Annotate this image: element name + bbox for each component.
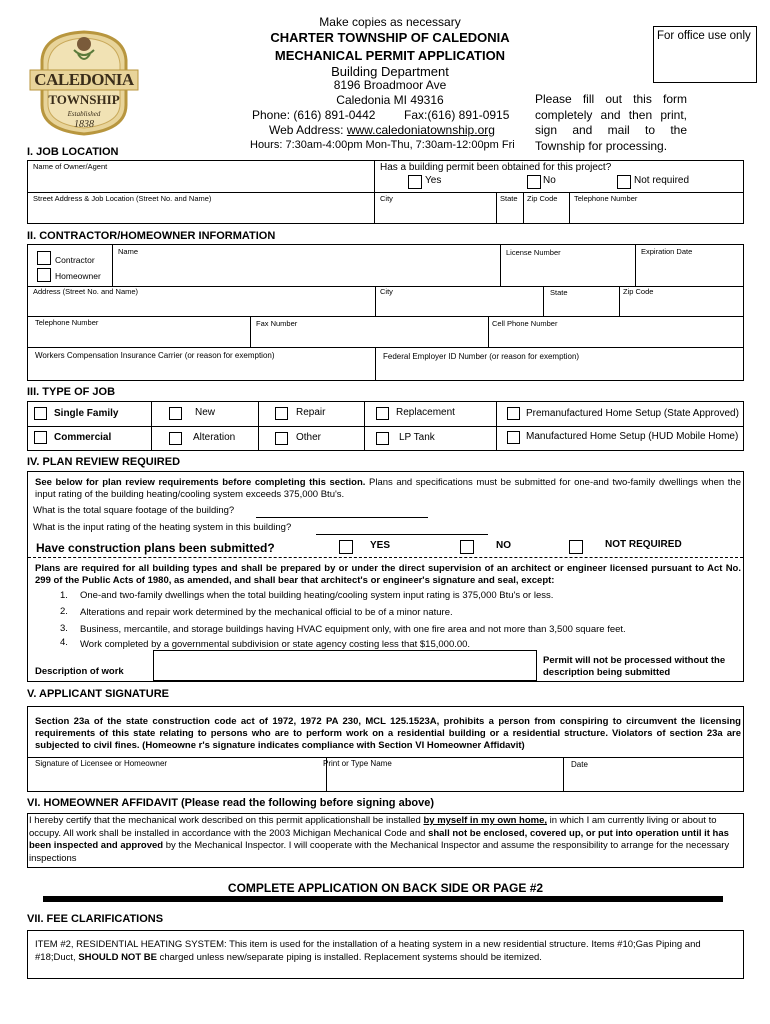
description-label: Description of work: [35, 666, 124, 677]
fein-label: Federal Employer ID Number (or reason for exemption): [383, 352, 580, 361]
affidavit-bold-2: shall not be enclosed, covered up, or put into operation until it has been inspected and approved: [29, 827, 729, 851]
affidavit-text-3: by the Mechanical Inspector. I will cooperate with the Mechanical Inspector and assume the responsibility to arrange for the necessary inspections: [29, 840, 730, 864]
single-family-checkbox[interactable]: [34, 407, 47, 420]
commercial-label: Commercial: [54, 432, 112, 443]
affidavit-text-1: I hereby certify that the mechanical work described on this permit applicationshall be installed: [29, 815, 424, 826]
office-use-box: [653, 26, 757, 83]
section-type-of-job-heading: III. TYPE OF JOB: [27, 386, 116, 398]
plans-required-text: Plans are required for all building types and shall be prepared by or under the direct supervision of an architect or engineer licensed pursuant to Act No. 299 of the Public Acts of 1980, as amended, and shall bear that architect's or engineer's signature and seal, except:: [35, 563, 741, 586]
plans-no-label: NO: [496, 540, 511, 551]
premanufactured-checkbox[interactable]: [507, 407, 520, 420]
contractor-city-field[interactable]: [376, 296, 542, 315]
affidavit-text: [29, 815, 743, 865]
input-rating-field[interactable]: [316, 521, 488, 535]
contractor-address-field[interactable]: [28, 296, 374, 315]
web-address-link[interactable]: www.caledoniatownship.org: [346, 123, 495, 137]
state-label: State: [500, 194, 518, 203]
form-title-line1: CHARTER TOWNSHIP OF CALEDONIA: [270, 30, 510, 45]
square-footage-question: What is the total square footage of the building?: [33, 505, 235, 516]
plan-review-intro: [35, 477, 741, 501]
plan-review-intro-bold: See below for plan review requirements before completing this section.: [35, 477, 366, 488]
contractor-name-label: Name: [118, 247, 139, 256]
logo-est: Established: [67, 110, 101, 118]
other-checkbox[interactable]: [275, 432, 288, 445]
complete-back-side-notice: COMPLETE APPLICATION ON BACK SIDE OR PAGE #2: [227, 881, 544, 895]
replacement-checkbox[interactable]: [376, 407, 389, 420]
new-label: New: [195, 407, 216, 418]
instructions: Please fill out this form completely and then print, sign and mail to the Township for processing.: [535, 92, 687, 153]
form-title-line2: MECHANICAL PERMIT APPLICATION: [274, 48, 506, 63]
permit-yes-checkbox[interactable]: [408, 175, 422, 189]
contractor-state-field[interactable]: [544, 297, 618, 315]
street-address-field[interactable]: [28, 203, 373, 223]
contractor-fax-field[interactable]: [251, 328, 487, 346]
signature-label: Signature of Licensee or Homeowner: [35, 759, 168, 768]
exception-2-text: Alterations and repair work determined by the mechanical official to be of a minor nature.: [80, 607, 453, 618]
department-city: Caledonia MI 49316: [336, 93, 444, 107]
description-of-work-field[interactable]: [153, 650, 537, 681]
license-number-label: License Number: [506, 248, 561, 257]
section-signature-heading: V. APPLICANT SIGNATURE: [27, 688, 169, 700]
repair-checkbox[interactable]: [275, 407, 288, 420]
date-field[interactable]: [565, 768, 743, 791]
city-field[interactable]: [375, 203, 495, 223]
section-job-location-heading: I. JOB LOCATION: [27, 146, 119, 158]
fee-text: [35, 939, 741, 964]
permit-not-required-label: Not required: [634, 175, 690, 186]
plans-submitted-question: Have construction plans been submitted?: [36, 541, 275, 555]
web-address: [269, 123, 495, 137]
contractor-label: Contractor: [55, 255, 95, 265]
owner-name-label: Name of Owner/Agent: [33, 162, 108, 171]
city-label: City: [380, 194, 393, 203]
thick-divider: [43, 896, 723, 902]
fee-text-bold: SHOULD NOT BE: [78, 951, 157, 963]
plans-no-checkbox[interactable]: [460, 540, 474, 554]
manufactured-label: Manufactured Home Setup (HUD Mobile Home): [526, 431, 739, 442]
homeowner-label: Homeowner: [55, 271, 101, 281]
exception-4-num: 4.: [60, 637, 68, 648]
alteration-checkbox[interactable]: [169, 432, 182, 445]
section-contractor-heading: II. CONTRACTOR/HOMEOWNER INFORMATION: [27, 230, 276, 242]
street-address-label: Street Address & Job Location (Street No. and Name): [33, 194, 212, 203]
zip-label: Zip Code: [527, 194, 558, 203]
affidavit-text-2: in which I am currently living or about to occupy. All work shall be installed in accordance with the 2003 Michigan Mechanical Code and: [29, 815, 717, 839]
exception-3-num: 3.: [60, 623, 68, 634]
square-footage-field[interactable]: [256, 504, 428, 518]
section-fee-heading: VII. FEE CLARIFICATIONS: [27, 913, 164, 925]
license-number-field[interactable]: [501, 257, 634, 285]
permit-not-required-checkbox[interactable]: [617, 175, 631, 189]
contractor-phone-label: Telephone Number: [35, 318, 99, 327]
fee-text-2: charged unless new/separate piping is installed. Replacement systems should be itemized.: [156, 951, 542, 963]
section-affidavit-heading: VI. HOMEOWNER AFFIDAVIT (Please read the following before signing above): [27, 797, 435, 809]
exception-1-text: One-and two-family dwellings when the total building heating/cooling system input rating is 375,000 Btu's or less.: [80, 590, 554, 601]
permit-no-label: No: [543, 175, 556, 186]
contractor-zip-field[interactable]: [620, 296, 743, 315]
exception-4-text: Work completed by a governmental subdivision or state agency costing less that $15,000.00.: [80, 639, 471, 650]
contractor-zip-label: Zip Code: [623, 287, 654, 296]
contractor-phone-field[interactable]: [28, 327, 249, 346]
exception-1-num: 1.: [60, 590, 68, 601]
signature-field[interactable]: [28, 768, 325, 791]
alteration-label: Alteration: [193, 432, 236, 443]
permit-warning: Permit will not be processed without the description being submitted: [543, 655, 726, 678]
contractor-address-label: Address (Street No. and Name): [33, 287, 139, 296]
department-address: 8196 Broadmoor Ave: [333, 78, 447, 92]
manufactured-checkbox[interactable]: [507, 431, 520, 444]
contractor-city-label: City: [380, 287, 393, 296]
telephone-label: Telephone Number: [574, 194, 638, 203]
permit-question: Has a building permit been obtained for this project?: [380, 162, 612, 173]
workers-comp-field[interactable]: [28, 361, 374, 380]
owner-name-field[interactable]: [28, 170, 373, 191]
office-hours: Hours: 7:30am-4:00pm Mon-Thu, 7:30am-12:00pm Fri: [250, 139, 515, 151]
plans-yes-checkbox[interactable]: [339, 540, 353, 554]
plans-yes-label: YES: [370, 540, 391, 551]
logo-line2: TOWNSHIP: [48, 92, 120, 107]
logo-year: 1838: [74, 119, 94, 130]
lp-tank-checkbox[interactable]: [376, 432, 389, 445]
department-fax: Fax:(616) 891-0915: [404, 108, 510, 122]
premanufactured-label: Premanufactured Home Setup (State Approved): [526, 408, 739, 419]
permit-yes-label: Yes: [425, 175, 442, 186]
state-field[interactable]: [497, 203, 522, 223]
exception-2-num: 2.: [60, 606, 68, 617]
workers-comp-label: Workers Compensation Insurance Carrier (or reason for exemption): [35, 351, 275, 360]
repair-label: Repair: [296, 407, 326, 418]
print-name-label: Print or Type Name: [323, 759, 392, 768]
office-use-label: For office use only: [657, 30, 751, 42]
date-label: Date: [571, 760, 588, 769]
input-rating-question: What is the input rating of the heating system in this building?: [33, 522, 292, 533]
lp-tank-label: LP Tank: [399, 432, 435, 443]
other-label: Other: [296, 432, 322, 443]
permit-no-checkbox[interactable]: [527, 175, 541, 189]
affidavit-bold-1: by myself in my own home,: [423, 815, 547, 826]
plans-not-required-checkbox[interactable]: [569, 540, 583, 554]
logo-line1: CALEDONIA: [34, 70, 134, 89]
homeowner-checkbox[interactable]: [37, 268, 51, 282]
dashed-divider: [28, 557, 743, 558]
new-checkbox[interactable]: [169, 407, 182, 420]
fee-text-1: ITEM #2, RESIDENTIAL HEATING SYSTEM: This item is used for the installation of a heating system in a new residential structure. Items #10;Gas Piping and #18;Duct,: [35, 939, 701, 963]
plan-review-intro-text: Plans and specifications must be submitted for one-and two-family dwellings when the input rating of the building heating/cooling system exceeds 375,000 Btu's.: [35, 477, 741, 500]
zip-field[interactable]: [524, 203, 568, 223]
section-plan-review-heading: IV. PLAN REVIEW REQUIRED: [27, 456, 181, 468]
fein-field[interactable]: [376, 362, 743, 380]
commercial-checkbox[interactable]: [34, 431, 47, 444]
contractor-fax-label: Fax Number: [256, 319, 298, 328]
exception-3-text: Business, mercantile, and storage buildings having HVAC equipment only, with one fire area and not more than 3,500 square feet.: [80, 624, 626, 635]
replacement-label: Replacement: [396, 407, 455, 418]
plans-not-required-label: NOT REQUIRED: [605, 539, 682, 550]
contractor-cell-label: Cell Phone Number: [492, 319, 558, 328]
make-copies-note: Make copies as necessary: [319, 15, 461, 29]
telephone-field[interactable]: [570, 203, 743, 223]
contractor-name-field[interactable]: [113, 256, 499, 285]
department-phone: Phone: (616) 891-0442: [252, 108, 376, 122]
contractor-checkbox[interactable]: [37, 251, 51, 265]
expiration-date-field[interactable]: [636, 257, 743, 285]
contractor-state-label: State: [550, 288, 568, 297]
print-name-field[interactable]: [328, 768, 562, 791]
web-address-label: Web Address:: [269, 123, 347, 137]
township-logo: [24, 20, 144, 138]
single-family-label: Single Family: [54, 408, 119, 419]
expiration-date-label: Expiration Date: [641, 247, 693, 256]
section-23a-statement: Section 23a of the state construction code act of 1972, 1972 PA 230, MCL 125.1523A, prohibits a person from conspiring to circumvent the licensing requirements of this state relating to persons who are to perform work on a residential building or a residential structure. Violators of section 23a are subjected to civil fines. (Homeowne r's signature indicates compliance with Section VI Homeowner Affidavit): [35, 716, 741, 751]
contractor-cell-field[interactable]: [489, 328, 743, 346]
department-name: Building Department: [331, 64, 449, 79]
